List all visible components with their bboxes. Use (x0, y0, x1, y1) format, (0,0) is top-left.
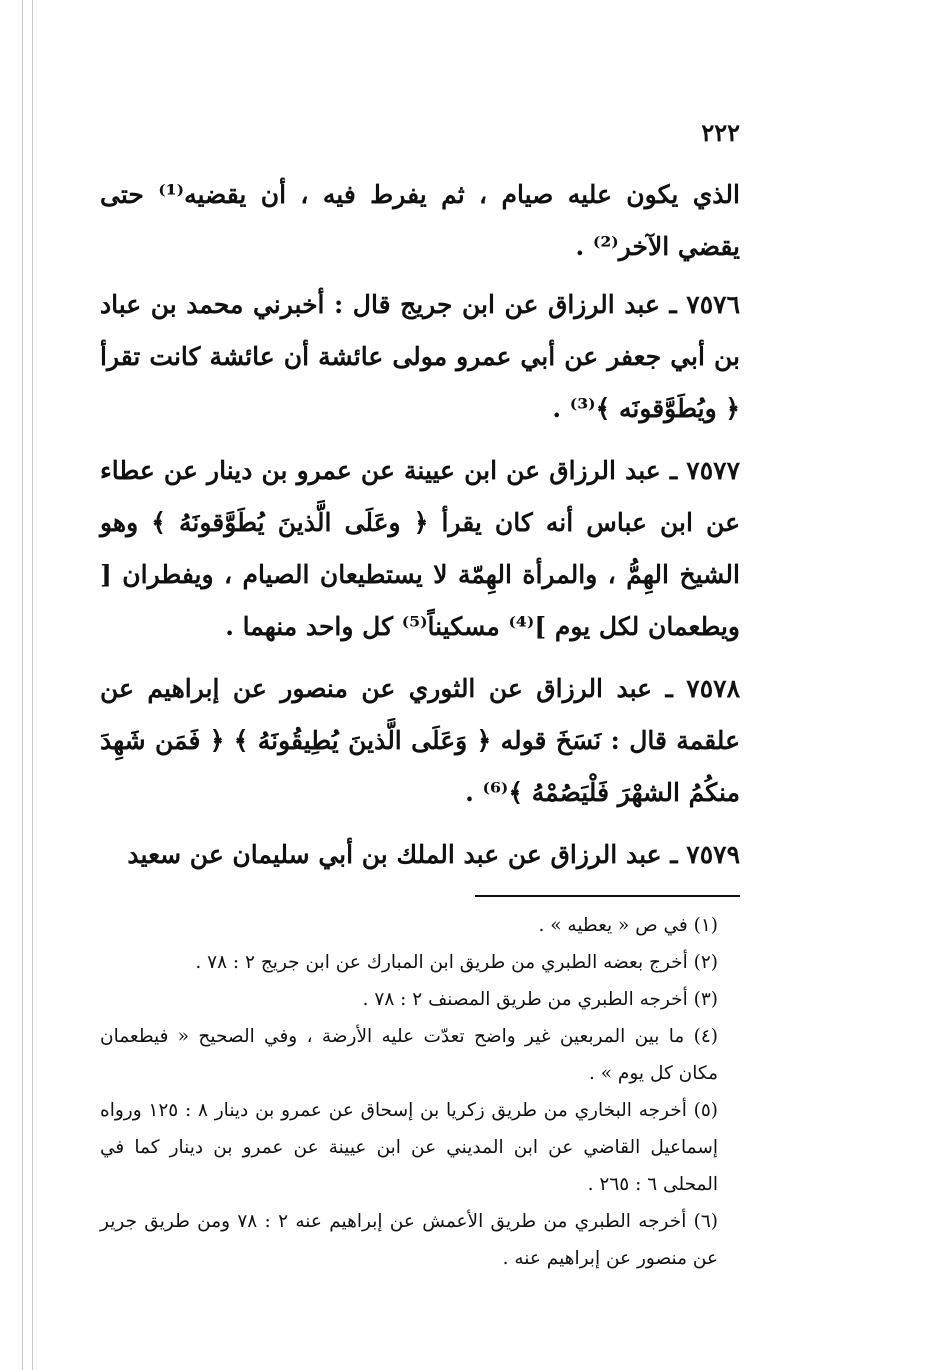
paragraph-continuation (100, 169, 740, 273)
footnote-separator (475, 895, 740, 897)
footnote: (١) في ص « يعطيه » . (538, 915, 718, 936)
footnote: (٤) ما بين المربعين غير واضح تعدّت عليه الأرضة ، وفي الصحيح « فيطعمان مكان كل يوم » . (100, 1026, 718, 1084)
hadith-paragraph (100, 829, 740, 881)
hadith-number: ٧٥٧٨ (686, 674, 740, 703)
hadith-paragraph (100, 663, 740, 819)
footnote: (٦) أخرجه الطبري من طريق الأعمش عن إبراهيم عنه ٢ : ٧٨ ومن طريق جرير عن منصور عن إبراهيم عنه . (100, 1211, 719, 1269)
paragraph-text: ـ عبد الرزاق عن ابن عيينة عن عمرو بن دينار عن عطاء عن ابن عباس أنه كان يقرأ ﴿ وعَلَى الَّذينَ يُطَوَّقونَهُ ﴾ وهو الشيخ الهِمُّ ، والمرأة الهِمّة لا يستطيعان الصيام ، ويفطران [ ويطعمان لكل يوم ]⁽⁴⁾ مسكيناً⁽⁵⁾ كل واحد منهما . (100, 456, 740, 641)
page-edge-line-inner (32, 0, 33, 1370)
paragraph-text: ـ عبد الرزاق عن عبد الملك بن أبي سليمان عن سعيد (127, 840, 687, 869)
book-page (100, 118, 740, 1277)
hadith-paragraph (100, 445, 740, 653)
footnote: (٣) أخرجه الطبري من طريق المصنف ٢ : ٧٨ . (362, 989, 718, 1010)
footnotes (100, 907, 740, 1277)
paragraph-text: ـ عبد الرزاق عن ابن جريج قال : أخبرني محمد بن عباد بن أبي جعفر عن أبي عمرو مولى عائشة أن عائشة كانت تقرأ ﴿ ويُطَوَّقونَه ﴾⁽³⁾ . (100, 290, 740, 423)
footnote: (٥) أخرجه البخاري من طريق زكريا بن إسحاق عن عمرو بن دينار ٨ : ١٢٥ ورواه إسماعيل القاضي عن ابن المديني عن ابن عيينة عن عمرو بن دينار كما في المحلى ٦ : ٢٦٥ . (100, 1100, 718, 1195)
paragraph-text: الذي يكون عليه صيام ، ثم يفرط فيه ، أن يقضيه⁽¹⁾ حتى يقضي الآخر⁽²⁾ . (100, 180, 740, 261)
paragraph-text: ـ عبد الرزاق عن الثوري عن منصور عن إبراهيم عن علقمة قال : نَسَخَ قوله ﴿ وَعَلَى الَّذينَ يُطِيقُونَهُ ﴾ ﴿ فَمَن شَهِدَ منكُمُ الشهْرَ فَلْيَصُمْهُ ﴾⁽⁶⁾ . (100, 674, 740, 807)
page-number: ٢٢٢ (701, 118, 740, 147)
hadith-number: ٧٥٧٦ (686, 290, 740, 319)
hadith-paragraph (100, 279, 740, 435)
hadith-number: ٧٥٧٩ (686, 840, 740, 869)
footnote: (٢) أخرج بعضه الطبري من طريق ابن المبارك عن ابن جريج ٢ : ٧٨ . (195, 952, 718, 973)
hadith-number: ٧٥٧٧ (686, 456, 740, 485)
page-edge-line-outer (22, 0, 23, 1370)
